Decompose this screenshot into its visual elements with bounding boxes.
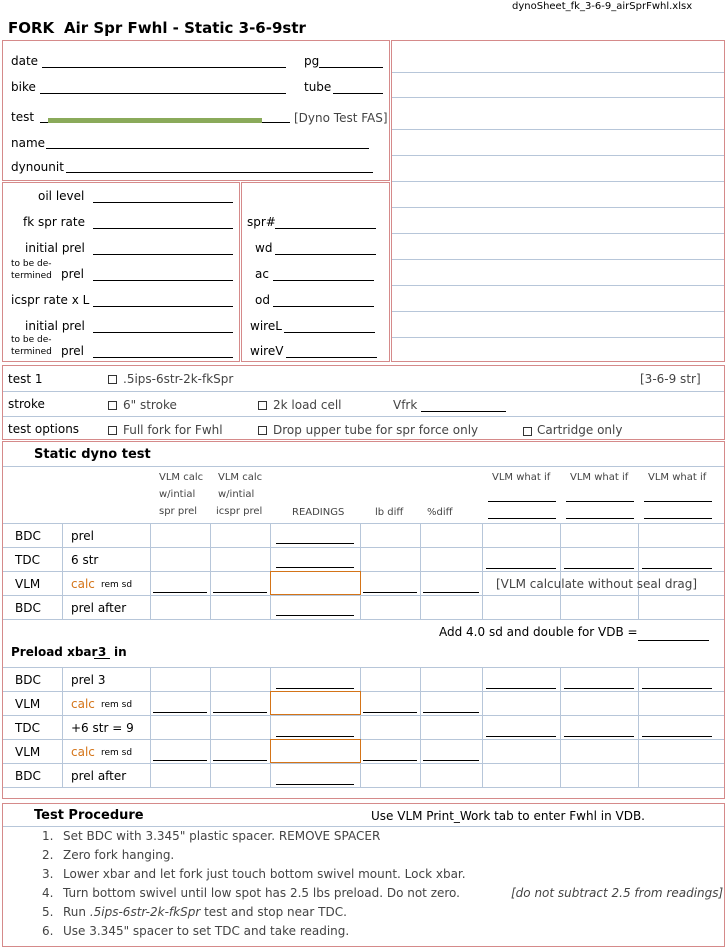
whatif-field[interactable] xyxy=(486,568,556,569)
grid-vline xyxy=(270,667,271,787)
prel-field-2[interactable] xyxy=(93,357,233,358)
whatif-field[interactable] xyxy=(642,568,712,569)
step-number: 1. xyxy=(42,829,54,843)
step-text: Set BDC with 3.345" plastic spacer. REMOVE SPACER xyxy=(63,829,381,843)
drop-tube-checkbox[interactable] xyxy=(258,426,267,435)
stroke-option: 6" stroke xyxy=(123,398,177,412)
test-note: [Dyno Test FAS] xyxy=(294,111,388,125)
row-description: prel 3 xyxy=(71,673,106,687)
step-number: 4. xyxy=(42,886,54,900)
initial-prel-field[interactable] xyxy=(93,254,233,255)
col-header: VLM calc xyxy=(159,472,204,483)
wirel-label: wireL xyxy=(250,319,282,333)
vlm-calc-field[interactable] xyxy=(213,760,267,761)
row-divider xyxy=(3,416,724,417)
bike-field[interactable] xyxy=(40,93,286,94)
whatif-field[interactable] xyxy=(644,501,712,502)
test-options-label: test options xyxy=(8,422,80,436)
whatif-field[interactable] xyxy=(564,688,634,689)
wirev-field[interactable] xyxy=(286,357,377,358)
vlm-calc-field[interactable] xyxy=(213,712,267,713)
tbd-label: to be de- xyxy=(11,335,52,345)
vlm-note: [VLM calculate without seal drag] xyxy=(496,577,698,591)
row-position: VLM xyxy=(15,745,41,759)
page-title: Air Spr Fwhl - Static 3-6-9str xyxy=(64,19,306,37)
whatif-field[interactable] xyxy=(486,736,556,737)
row-divider xyxy=(3,391,724,392)
row-sub: rem sd xyxy=(101,700,133,710)
notes-line xyxy=(392,259,724,260)
grid-line xyxy=(3,763,724,764)
preload-unit: in xyxy=(114,645,127,659)
lbdiff-field[interactable] xyxy=(363,712,417,713)
load-cell-option: 2k load cell xyxy=(273,398,342,412)
step-number: 3. xyxy=(42,867,54,881)
initial-prel-field-2[interactable] xyxy=(93,332,233,333)
row-position: BDC xyxy=(15,601,41,615)
reading-field[interactable] xyxy=(276,567,354,568)
test-label: test xyxy=(11,110,35,124)
bike-label: bike xyxy=(11,80,36,94)
grid-vline xyxy=(638,667,639,787)
grid-vline xyxy=(560,667,561,787)
step-number: 5. xyxy=(42,905,54,919)
row-position: VLM xyxy=(15,697,41,711)
grid-vline xyxy=(420,523,421,619)
grid-line xyxy=(3,547,724,548)
pdiff-field[interactable] xyxy=(423,712,479,713)
row-description: 6 str xyxy=(71,553,99,567)
col-header: icspr prel xyxy=(216,506,263,517)
notes-line xyxy=(392,207,724,208)
notes-line xyxy=(392,311,724,312)
whatif-field[interactable] xyxy=(488,501,556,502)
lbdiff-field[interactable] xyxy=(363,592,417,593)
grid-vline xyxy=(482,523,483,619)
cartridge-checkbox[interactable] xyxy=(523,427,532,436)
static-test-box xyxy=(2,441,725,799)
row-description: prel xyxy=(71,529,95,543)
col-header-whatif: VLM what if xyxy=(570,472,629,483)
wd-label: wd xyxy=(255,241,273,255)
spr-field[interactable] xyxy=(275,228,376,229)
notes-line xyxy=(392,129,724,130)
initial-prel-label-2: initial prel xyxy=(25,319,85,333)
prel-field[interactable] xyxy=(93,280,233,281)
step-test-name: .5ips-6str-2k-fkSpr xyxy=(89,905,201,919)
wd-field[interactable] xyxy=(275,254,376,255)
procedure-title: Test Procedure xyxy=(34,808,144,823)
pg-label: pg xyxy=(304,54,320,68)
page-title-prefix: FORK xyxy=(8,19,55,37)
col-header-whatif: VLM what if xyxy=(648,472,707,483)
col-header-readings: READINGS xyxy=(292,507,345,518)
notes-box xyxy=(391,40,725,362)
row-sub: rem sd xyxy=(101,748,133,758)
col-header-pdiff: %diff xyxy=(427,507,453,518)
wirev-label: wireV xyxy=(250,344,284,358)
notes-line xyxy=(392,155,724,156)
dynounit-label: dynounit xyxy=(11,160,64,174)
oil-level-field[interactable] xyxy=(93,202,233,203)
grid-vline xyxy=(62,523,63,619)
grid-line xyxy=(3,523,724,524)
notes-line xyxy=(392,233,724,234)
row-description-calc: calc xyxy=(71,697,95,711)
stroke-checkbox[interactable] xyxy=(108,401,117,410)
ac-field[interactable] xyxy=(273,280,374,281)
whatif-field[interactable] xyxy=(566,518,634,519)
prel-label: prel xyxy=(61,267,85,281)
whatif-field[interactable] xyxy=(486,688,556,689)
add-note: Add 4.0 sd and double for VDB = xyxy=(439,625,638,639)
col-header-lbdiff: lb diff xyxy=(375,507,404,518)
od-field[interactable] xyxy=(273,306,374,307)
grid-vline xyxy=(360,667,361,787)
grid-vline xyxy=(420,667,421,787)
cartridge-option: Cartridge only xyxy=(537,423,623,437)
grid-vline xyxy=(638,523,639,619)
fk-spr-rate-field[interactable] xyxy=(93,228,233,229)
initial-prel-label: initial prel xyxy=(25,241,85,255)
pdiff-field[interactable] xyxy=(423,760,479,761)
preload-label: Preload xbar xyxy=(11,645,98,659)
step-number: 2. xyxy=(42,848,54,862)
static-test-title: Static dyno test xyxy=(34,447,151,462)
drop-tube-option: Drop upper tube for spr force only xyxy=(273,423,479,437)
notes-line xyxy=(392,72,724,73)
col-header: VLM calc xyxy=(218,472,263,483)
grid-line xyxy=(3,739,724,740)
date-label: date xyxy=(11,54,39,68)
vfrk-label: Vfrk xyxy=(393,398,418,412)
grid-line xyxy=(3,667,724,668)
test1-label: test 1 xyxy=(8,372,43,386)
tube-label: tube xyxy=(304,80,332,94)
row-position: TDC xyxy=(15,721,40,735)
row-divider xyxy=(3,466,724,467)
procedure-tab-note: Use VLM Print_Work tab to enter Fwhl in VDB. xyxy=(371,809,645,823)
row-divider xyxy=(3,826,724,827)
date-field[interactable] xyxy=(42,67,286,68)
reading-field[interactable] xyxy=(276,543,354,544)
notes-line xyxy=(392,181,724,182)
od-label: od xyxy=(255,293,270,307)
whatif-field[interactable] xyxy=(564,568,634,569)
step-text-c: test and stop near TDC. xyxy=(200,905,347,919)
fk-spr-rate-label: fk spr rate xyxy=(23,215,85,229)
grid-line xyxy=(3,691,724,692)
row-description-calc: calc xyxy=(71,577,95,591)
grid-line xyxy=(3,571,724,572)
lbdiff-field[interactable] xyxy=(363,760,417,761)
test1-tag: [3-6-9 str] xyxy=(640,372,701,386)
ac-label: ac xyxy=(255,267,269,281)
row-position: TDC xyxy=(15,553,40,567)
reading-field[interactable] xyxy=(276,736,354,737)
name-label: name xyxy=(11,136,46,150)
wirel-field[interactable] xyxy=(284,332,375,333)
row-position: BDC xyxy=(15,673,41,687)
grid-line xyxy=(3,715,724,716)
grid-vline xyxy=(210,523,211,619)
grid-vline xyxy=(62,667,63,787)
tbd-label: to be de- xyxy=(11,259,52,269)
row-sub: rem sd xyxy=(101,580,133,590)
file-name: dynoSheet_fk_3-6-9_airSprFwhl.xlsx xyxy=(512,1,693,12)
icspr-rate-field[interactable] xyxy=(93,306,233,307)
notes-line xyxy=(392,97,724,98)
icspr-rate-label: icspr rate x L xyxy=(11,293,90,307)
col-header: w/intial xyxy=(218,489,255,500)
col-header: spr prel xyxy=(159,506,198,517)
pdiff-field[interactable] xyxy=(423,592,479,593)
grid-vline xyxy=(210,667,211,787)
name-field[interactable] xyxy=(46,148,369,149)
notes-line xyxy=(392,337,724,338)
row-position: BDC xyxy=(15,769,41,783)
row-description-calc: calc xyxy=(71,745,95,759)
step-text xyxy=(63,905,347,919)
vdb-field[interactable] xyxy=(638,640,709,641)
notes-line xyxy=(392,285,724,286)
step4-note: [do not subtract 2.5 from readings] xyxy=(511,886,724,900)
whatif-field[interactable] xyxy=(642,736,712,737)
reading-input-highlight[interactable] xyxy=(270,571,361,595)
reading-field[interactable] xyxy=(276,615,354,616)
row-position: VLM xyxy=(15,577,41,591)
reading-field[interactable] xyxy=(276,784,354,785)
row-description: prel after xyxy=(71,601,127,615)
row-description: +6 str = 9 xyxy=(71,721,134,735)
whatif-field[interactable] xyxy=(564,736,634,737)
step-text-a: Run xyxy=(63,905,90,919)
step-text: Lower xbar and let fork just touch bottom swivel mount. Lock xbar. xyxy=(63,867,466,881)
full-fork-option: Full fork for Fwhl xyxy=(123,423,223,437)
test1-option: .5ips-6str-2k-fkSpr xyxy=(123,372,234,386)
test1-checkbox[interactable] xyxy=(108,375,117,384)
tube-field[interactable] xyxy=(333,93,383,94)
vlm-calc-field[interactable] xyxy=(213,592,267,593)
pg-field[interactable] xyxy=(319,67,383,68)
step-text: Use 3.345" spacer to set TDC and take reading. xyxy=(63,924,350,938)
whatif-field[interactable] xyxy=(566,501,634,502)
reading-input-highlight[interactable] xyxy=(270,739,361,763)
reading-input-highlight[interactable] xyxy=(270,691,361,715)
row-description: prel after xyxy=(71,769,127,783)
vlm-calc-field[interactable] xyxy=(153,760,207,761)
col-header: w/intial xyxy=(159,489,196,500)
col-header-whatif: VLM what if xyxy=(492,472,551,483)
dynounit-field[interactable] xyxy=(66,172,373,173)
preload-underline xyxy=(94,658,110,659)
preload-value[interactable]: 3 xyxy=(98,645,107,659)
step-text: Turn bottom swivel until low spot has 2.5 lbs preload. Do not zero. xyxy=(63,886,460,900)
stroke-label: stroke xyxy=(8,397,45,411)
grid-vline xyxy=(560,523,561,619)
grid-line xyxy=(3,595,724,596)
test-progress-bar xyxy=(48,118,262,123)
grid-vline xyxy=(482,667,483,787)
reading-field[interactable] xyxy=(276,688,354,689)
whatif-field[interactable] xyxy=(644,518,712,519)
step-text: Zero fork hanging. xyxy=(63,848,175,862)
row-position: BDC xyxy=(15,529,41,543)
step-number: 6. xyxy=(42,924,54,938)
tbd-label: termined xyxy=(11,347,52,357)
grid-line xyxy=(3,619,724,620)
oil-level-label: oil level xyxy=(38,189,85,203)
load-cell-checkbox[interactable] xyxy=(258,401,267,410)
whatif-field[interactable] xyxy=(642,688,712,689)
whatif-field[interactable] xyxy=(488,518,556,519)
full-fork-checkbox[interactable] xyxy=(108,426,117,435)
vfrk-field[interactable] xyxy=(421,411,506,412)
grid-vline xyxy=(150,667,151,787)
vlm-calc-field[interactable] xyxy=(153,592,207,593)
grid-line xyxy=(3,787,724,788)
spr-label: spr# xyxy=(247,215,276,229)
tbd-label: termined xyxy=(11,271,52,281)
grid-vline xyxy=(150,523,151,619)
prel-label-2: prel xyxy=(61,344,85,358)
vlm-calc-field[interactable] xyxy=(153,712,207,713)
